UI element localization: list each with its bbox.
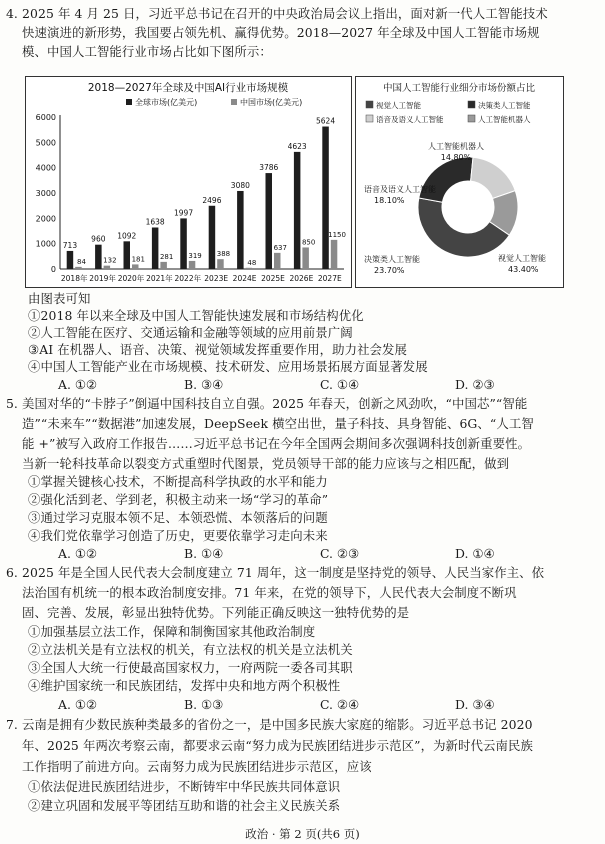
data-label-china: 181 (131, 255, 145, 264)
legend-label: 人工智能机器人 (478, 115, 531, 124)
bar-china (132, 264, 139, 269)
x-tick-label: 2025E (261, 274, 285, 283)
statement-line: ①2018 年以来全球及中国人工智能快速发展和市场结构优化 (28, 308, 364, 323)
option-d[interactable]: D. ③④ (455, 697, 495, 712)
option-b[interactable]: B. ①③ (184, 697, 224, 712)
data-label-china: 319 (188, 251, 202, 260)
x-tick-label: 2022年 (174, 274, 202, 283)
question-stem-line: 快速演进的新形势，我国要占领先机、赢得优势。2018—2027 年全球及中国人工智能市场规 (22, 25, 540, 40)
y-tick-label: 1000 (35, 239, 56, 249)
donut-chart-panel (355, 76, 564, 288)
x-tick-label: 2027E (317, 274, 342, 283)
bar-china (160, 262, 167, 269)
x-tick-label: 2023E (204, 274, 229, 283)
data-label-global: 713 (62, 240, 78, 250)
statement-line: ①加强基层立法工作，保障和制衡国家其他政治制度 (28, 624, 316, 639)
statement-line: 由图表可知 (28, 291, 91, 306)
question-stem-line: 云南是拥有少数民族种类最多的省份之一，是中国多民族大家庭的缩影。习近平总书记 2020 (22, 717, 533, 732)
donut-slice (419, 157, 473, 202)
data-label-global: 1638 (145, 217, 165, 227)
donut-slice (471, 157, 516, 198)
statement-line: ②人工智能在医疗、交通运输和金融等领域的应用前景广阔 (28, 325, 353, 340)
question-number: 5. (6, 396, 18, 411)
statement-line: ③全国人大统一行使最高国家权力，一府两院一委各司其职 (28, 660, 353, 675)
bar-china (189, 261, 196, 269)
x-tick-label: 2024E (232, 274, 257, 283)
data-label-china: 132 (103, 256, 117, 265)
slice-percent: 43.40% (508, 265, 539, 274)
option-b[interactable]: B. ①④ (184, 546, 224, 561)
bar-global (95, 245, 102, 269)
option-d[interactable]: D. ①④ (455, 546, 495, 561)
data-label-global: 5624 (316, 116, 336, 126)
option-b[interactable]: B. ③④ (184, 377, 224, 392)
legend-label-global: 全球市场(亿美元) (135, 98, 198, 107)
data-label-china: 388 (216, 250, 231, 259)
option-d[interactable]: D. ②③ (455, 377, 495, 392)
x-tick-label: 2020年 (117, 274, 145, 283)
option-c[interactable]: C. ②④ (320, 697, 360, 712)
legend-label: 语音及语义人工智能 (376, 115, 444, 124)
bar-china (274, 253, 281, 269)
option-a[interactable]: A. ①② (58, 697, 98, 712)
page-footer: 政治 · 第 2 页(共6 页) (245, 827, 360, 841)
data-label-global: 3080 (230, 180, 250, 190)
bar-chart (26, 77, 351, 287)
data-label-china: 281 (159, 252, 174, 261)
chart-title: 2018—2027年全球及中国AI行业市场规模 (87, 82, 289, 94)
bar-china (104, 266, 111, 269)
statement-line: ①掌握关键核心技术，不断提高科学执政的水平和能力 (28, 474, 328, 489)
y-tick-label: 4000 (35, 163, 56, 173)
data-label-china: 48 (247, 258, 257, 267)
question-stem-line: 美国对华的“卡脖子”倒逼中国科技自立自强。2025 年春天，创新之风劲吹，“中国芯”“智能 (22, 396, 528, 411)
data-label-global: 4623 (287, 141, 307, 151)
question-stem-line: 年、2025 年两次考察云南，都要求云南“努力成为民族团结进步示范区”，为新时代云南民族 (22, 738, 533, 753)
statement-line: ③通过学习克服本领不足、本领恐慌、本领落后的问题 (28, 510, 328, 525)
statement-line: ④我们党依靠学习创造了历史，更要依靠学习走向未来 (28, 528, 328, 543)
option-c[interactable]: C. ②③ (320, 546, 360, 561)
bar-china (331, 240, 338, 269)
legend-swatch (468, 115, 475, 122)
y-tick-label: 6000 (35, 113, 56, 122)
bar-global (266, 173, 273, 269)
option-a[interactable]: A. ①② (58, 377, 98, 392)
question-stem-line: 模、中国人工智能行业市场占比如下图所示： (22, 44, 272, 59)
bar-global (294, 152, 301, 269)
x-tick-label: 2026E (289, 274, 314, 283)
bar-china (302, 247, 309, 269)
slice-label: 视觉人工智能 (498, 254, 546, 263)
bar-global (237, 191, 244, 269)
legend-swatch (468, 101, 475, 108)
statement-line: ④中国人工智能产业在市场规模、技术研发、应用场景拓展方面显著发展 (28, 359, 428, 374)
statement-line: ②强化活到老、学到老，积极主动来一场“学习的革命” (28, 492, 329, 507)
data-label-china: 84 (76, 257, 86, 266)
statement-line: ④维护国家统一和民族团结，发挥中央和地方两个积极性 (28, 678, 341, 693)
legend-swatch-global (126, 99, 132, 105)
slice-percent: 14.80% (440, 153, 472, 162)
question-stem-line: 能 +”被写入政府工作报告……习近平总书记在今年全国两会期间多次强调科技创新重要性。 (22, 436, 531, 451)
data-label-china: 850 (301, 238, 316, 247)
slice-percent: 23.70% (374, 266, 405, 275)
legend-swatch (366, 101, 373, 108)
legend-swatch-china (231, 99, 237, 105)
legend-label: 视觉人工智能 (376, 101, 421, 110)
y-tick-label: 0 (50, 265, 56, 274)
data-label-global: 1997 (174, 208, 194, 218)
bar-global (67, 251, 74, 269)
data-label-global: 2496 (202, 195, 222, 205)
question-stem-line: 工作指明了前进方向。云南努力成为民族团结进步示范区，应该 (22, 759, 372, 774)
question-stem-line: 2025 年 4 月 25 日，习近平总书记在召开的中央政治局会议上指出，面对新一代人工智能技术 (22, 6, 548, 21)
y-tick-label: 2000 (35, 214, 56, 224)
statement-line: ③AI 在机器人、语音、决策、视觉领域发挥重要作用，助力社会发展 (28, 342, 408, 357)
bar-global (180, 218, 187, 269)
bar-global (322, 127, 329, 269)
statement-line: ①依法促进民族团结进步，不断铸牢中华民族共同体意识 (28, 779, 341, 794)
chart-title: 中国人工智能行业细分市场份额占比 (382, 83, 536, 94)
donut-chart (356, 77, 563, 287)
question-stem-line: 造”“未来车”“数据港”加速发展，DeepSeek 横空出世，量子科技、具身智能、6G、“人工智 (22, 416, 534, 431)
question-number: 6. (6, 565, 18, 580)
option-a[interactable]: A. ①② (58, 546, 98, 561)
question-stem-line: 固、完善、发展，彰显出独特优势。下列能正确反映这一独特优势的是 (22, 605, 410, 620)
slice-label: 人工智能机器人 (428, 142, 484, 151)
slice-label: 决策类人工智能 (364, 255, 420, 264)
question-stem-line: 2025 年是全国人民代表大会制度建立 71 周年，这一制度是坚持党的领导、人民当家作主、依 (22, 565, 545, 580)
question-number: 4. (6, 6, 18, 21)
data-label-china: 637 (273, 243, 287, 252)
question-stem-line: 当新一轮科技革命以裂变方式重塑时代图景，党员领导干部的能力应该与之相匹配，做到 (22, 456, 510, 471)
question-number: 7. (6, 717, 18, 732)
x-tick-label: 2019年 (89, 274, 116, 283)
bar-china (217, 259, 224, 269)
bar-global (152, 228, 159, 269)
legend-swatch (366, 115, 373, 122)
legend-label: 决策类人工智能 (478, 101, 531, 110)
y-tick-label: 5000 (35, 138, 56, 148)
question-stem-line: 法治国有机统一的根本政治制度安排。71 年来，在党的领导下，人民代表大会制度不断巩 (22, 585, 517, 600)
option-c[interactable]: C. ①④ (320, 377, 360, 392)
x-tick-label: 2018年 (60, 274, 88, 283)
statement-line: ②立法机关是有立法权的机关，有立法权的机关是立法机关 (28, 642, 353, 657)
data-label-global: 3786 (259, 163, 279, 173)
y-tick-label: 3000 (35, 189, 56, 198)
bar-global (124, 241, 131, 269)
slice-label: 语音及语义人工智能 (364, 185, 436, 194)
bar-chart-panel (25, 76, 352, 288)
data-label-global: 1092 (117, 231, 137, 241)
bar-china (75, 267, 82, 269)
x-tick-label: 2021年 (146, 274, 173, 283)
data-label-china: 1150 (328, 230, 346, 239)
slice-percent: 18.10% (374, 196, 405, 205)
statement-line: ②建立巩固和发展平等团结互助和谐的社会主义民族关系 (28, 798, 341, 813)
bar-china (246, 268, 253, 269)
legend-label-china: 中国市场(亿美元) (240, 98, 303, 107)
data-label-global: 960 (91, 234, 106, 244)
bar-global (209, 206, 216, 269)
